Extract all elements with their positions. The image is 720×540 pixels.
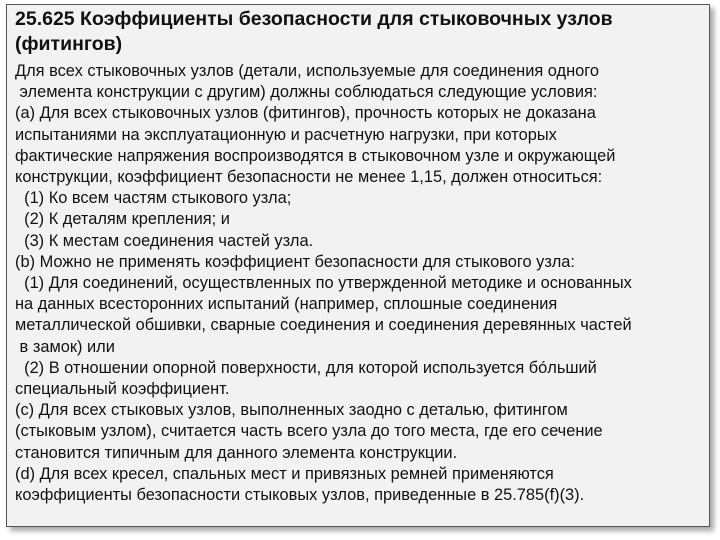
section-body (15, 61, 701, 506)
body-line: испытаниями на эксплуатационную и расчетную нагрузки, при которых (15, 125, 557, 144)
body-line: (стыковым узлом), считается часть всего узла до того места, где его сечение (15, 422, 603, 441)
text-frame (6, 4, 710, 527)
body-line: (2) В отношении опорной поверхности, для которой используется бóльший (15, 358, 597, 377)
body-line: (b) Можно не применять коэффициент безопасности для стыкового узла: (15, 252, 575, 271)
body-line: (2) К деталям крепления; и (15, 210, 230, 229)
body-line: (1) Для соединений, осуществленных по утвержденной методике и основанных (15, 274, 632, 293)
body-line: (d) Для всех кресел, спальных мест и привязных ремней применяются (15, 464, 554, 483)
section-title (15, 7, 701, 57)
body-line: становится типичным для данного элемента конструкции. (15, 443, 458, 462)
body-line: коэффициенты безопасности стыковых узлов, приведенные в 25.785(f)(3). (15, 486, 585, 505)
body-line: металлической обшивки, сварные соединения и соединения деревянных частей (15, 316, 632, 335)
body-line: (3) К местам соединения частей узла. (15, 231, 314, 250)
body-line: элемента конструкции с другим) должны соблюдаться следующие условия: (15, 83, 598, 102)
body-line: на данных всесторонних испытаний (например, сплошные соединения (15, 295, 558, 314)
title-line: 25.625 Коэффициенты безопасности для стыковочных узлов (15, 8, 613, 30)
body-line: специальный коэффициент. (15, 380, 230, 399)
title-line: (фитингов) (15, 33, 123, 55)
body-line: Для всех стыковочных узлов (детали, используемые для соединения одного (15, 62, 599, 80)
body-line: в замок) или (15, 337, 115, 356)
body-line: фактические напряжения воспроизводятся в стыковочном узле и окружающей (15, 146, 616, 165)
body-line: конструкции, коэффициент безопасности не менее 1,15, должен относиться: (15, 168, 603, 187)
body-line: (1) Ко всем частям стыкового узла; (15, 189, 292, 208)
body-line: (c) Для всех стыковых узлов, выполненных заодно с деталью, фитингом (15, 401, 568, 420)
body-line: (a) Для всех стыковочных узлов (фитингов), прочность которых не доказана (15, 104, 596, 123)
